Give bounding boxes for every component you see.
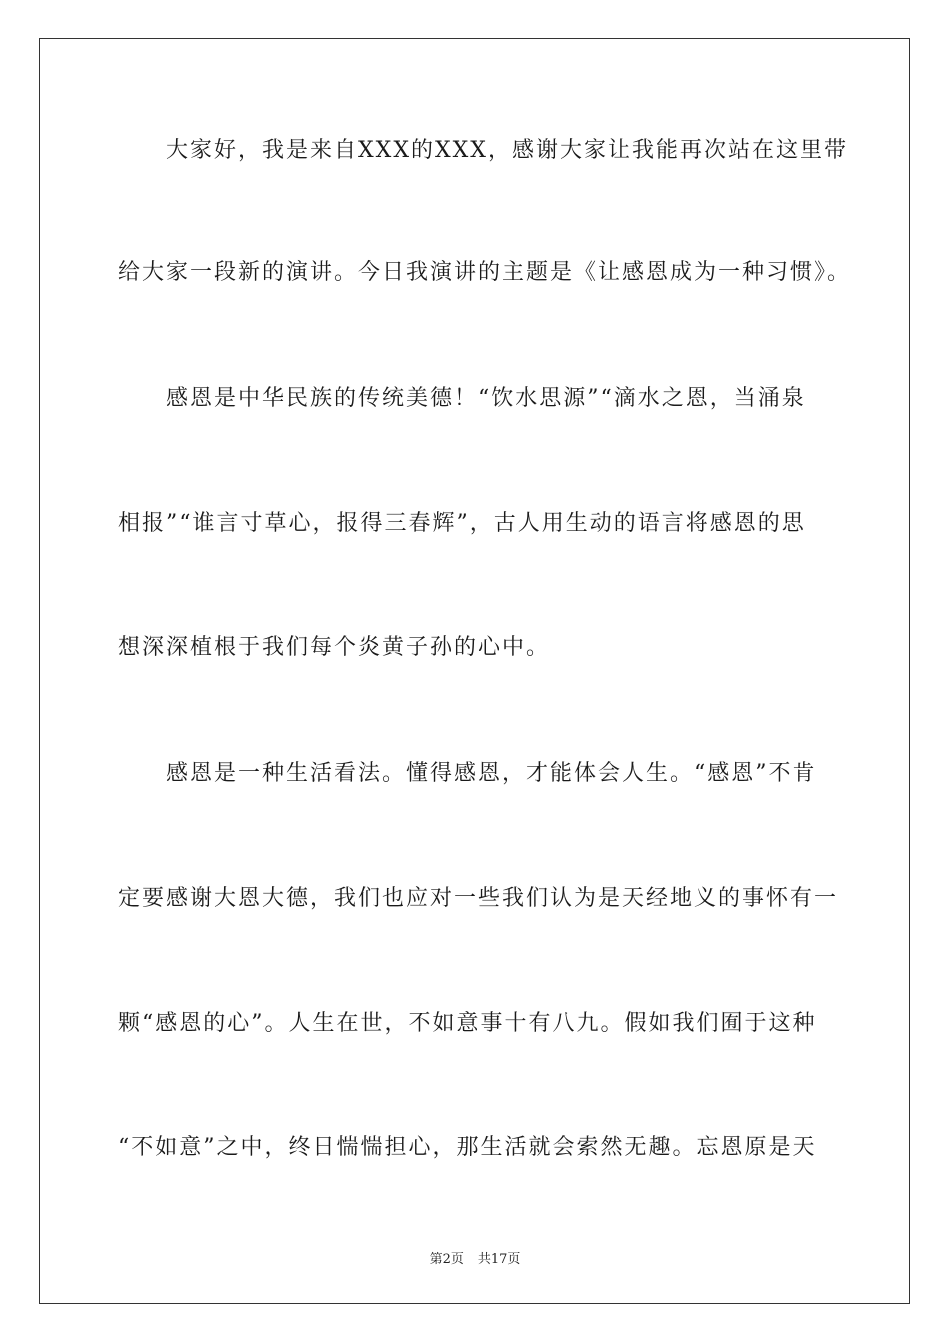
- text-line: 定要感谢大恩大德，我们也应对一些我们认为是天经地义的事怀有一: [118, 886, 839, 911]
- text-line: 相报”“谁言寸草心，报得三春辉”，古人用生动的语言将感恩的思: [118, 511, 806, 536]
- page-footer: [0, 1248, 950, 1267]
- text-line: “不如意”之中，终日惴惴担心，那生活就会索然无趣。忘恩原是天: [118, 1135, 817, 1160]
- text-line: 感恩是一种生活看法。懂得感恩，才能体会人生。“感恩”不肯: [118, 761, 817, 786]
- text-line: 感恩是中华民族的传统美德！“饮水思源”“滴水之恩，当涌泉: [118, 386, 806, 411]
- page-total: 共17页: [477, 1252, 521, 1267]
- page-border: [39, 38, 910, 1304]
- page-number: 第2页: [429, 1252, 464, 1267]
- text-line: 颗“感恩的心”。人生在世，不如意事十有八九。假如我们囿于这种: [118, 1011, 817, 1036]
- text-line: 想深深植根于我们每个炎黄子孙的心中。: [118, 635, 551, 660]
- text-line: 大家好，我是来自XXX的XXX，感谢大家让我能再次站在这里带: [118, 138, 848, 163]
- text-line: 给大家一段新的演讲。今日我演讲的主题是《让感恩成为一种习惯》。: [118, 260, 852, 285]
